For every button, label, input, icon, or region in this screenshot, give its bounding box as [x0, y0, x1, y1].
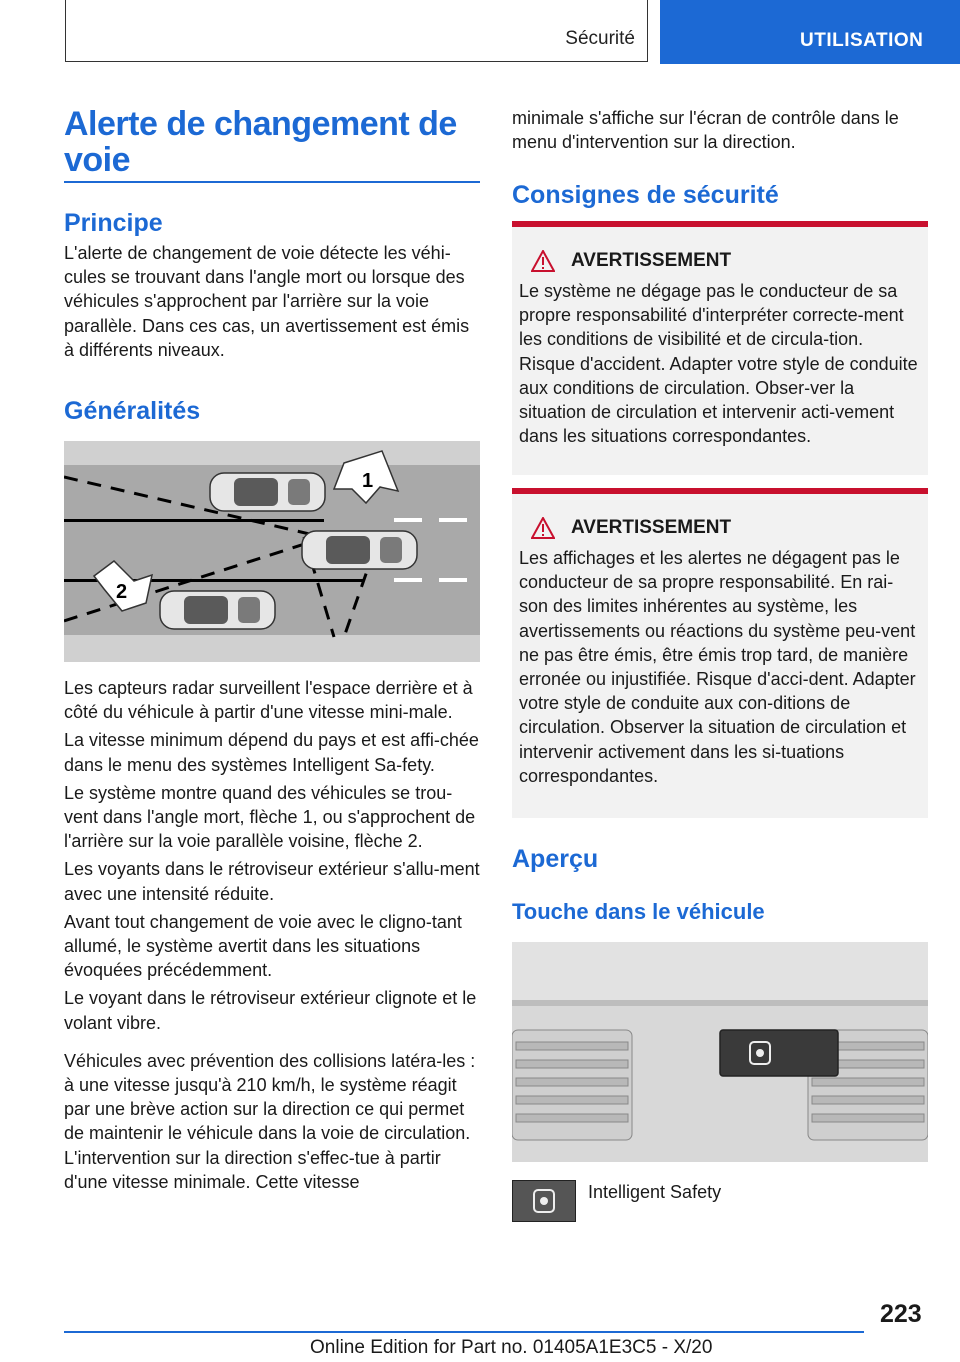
paragraph: Les capteurs radar surveillent l'espace derrière et à côté du véhicule à partir d'une vitesse mini-male. [64, 678, 473, 723]
header-chapter-tab [660, 0, 960, 64]
header-section-tab [65, 0, 648, 62]
dashboard-illustration [512, 942, 928, 1162]
page-title: Alerte de changement de voie [64, 105, 457, 179]
consignes-heading: Consignes de sécurité [512, 181, 779, 209]
car-top [210, 473, 325, 511]
car-middle [302, 531, 417, 569]
apercu-heading: Aperçu [512, 845, 599, 873]
paragraph: Le système montre quand des véhicules se trou-vent dans l'angle mort, flèche 1, ou s'approchent de l'arrière sur la voie parallèle voisine, flèche 2. [64, 782, 476, 852]
paragraph: Le voyant dans le rétroviseur extérieur clignote et le volant vibre. [64, 988, 477, 1033]
lane-change-figure [64, 441, 480, 662]
intelligent-safety-icon [513, 1181, 575, 1221]
lane-change-illustration [64, 441, 480, 662]
svg-text:1: 1 [362, 470, 374, 492]
principe-heading: Principe [64, 209, 163, 237]
svg-text:2: 2 [116, 581, 128, 603]
paragraph: La vitesse minimum dépend du pays et est affi-chée dans le menu des systèmes Intelligent Sa-fety. [64, 730, 479, 775]
intelligent-safety-label: Intelligent Safety [588, 1182, 722, 1202]
warning-triangle-icon [531, 517, 555, 539]
dashboard-figure [512, 942, 928, 1162]
warning-triangle-icon [531, 250, 555, 272]
header-chapter-label: UTILISATION [800, 30, 924, 51]
warning-box [512, 221, 928, 475]
warning-title: AVERTISSEMENT [519, 249, 920, 273]
principe-text: L'alerte de changement de voie détecte les véhi-cules se trouvant dans l'angle mort ou lorsque des véhicules s'approchent par l'arrière sur la voie parallèle. Dans ces cas, un avertissement est émis à différents niveaux. [64, 243, 470, 360]
car-bottom [160, 591, 275, 629]
page-number: 223 [880, 1300, 922, 1328]
intelligent-safety-button-image [512, 1180, 576, 1222]
warning-title: AVERTISSEMENT [519, 516, 920, 540]
warning-text: Les affichages et les alertes ne dégagent pas le conducteur de sa propre responsabilité. En rai-son des limites inhérentes au système, les avertissements ou réactions du système peu-vent ne pas être émis, être émis trop tard, de manière erronée ou injustifiée. Risque d'acci-dent. Adapter votre style de conduite aux con-ditions de circulation. Observer la situation de circulation et intervenir activement dans les si-tuations correspondantes. [519, 548, 916, 786]
warning-text: Le système ne dégage pas le conducteur de sa propre responsabilité d'interpréter correcte-ment les conditions de visibilité et de circula-tion. Risque d'accident. Adapter votre style de conduite aux conditions de circulation. Obser-ver la situation de circulation et intervenir acti-vement dans les situations correspondantes. [519, 281, 918, 447]
edition-info: Online Edition for Part no. 01405A1E3C5 - X/20 [310, 1337, 713, 1358]
footer-rule [64, 1331, 864, 1333]
continuation-text: minimale s'affiche sur l'écran de contrôle dans le menu d'intervention sur la direction. [512, 108, 899, 153]
warning-box [512, 488, 928, 818]
title-underline [64, 181, 480, 183]
header-section-label: Sécurité [565, 28, 635, 49]
paragraph: Véhicules avec prévention des collisions latéra-les : à une vitesse jusqu'à 210 km/h, le système réagit par une brève action sur la direction ce qui permet de maintenir le véhicule dans la voie de circulation. L'intervention sur la direction s'effec-tue à partir d'une vitesse minimale. Cette vitesse [64, 1050, 476, 1192]
touche-heading: Touche dans le véhicule [512, 899, 765, 924]
paragraph: Les voyants dans le rétroviseur extérieur s'allu-ment avec une intensité réduite. [64, 859, 480, 904]
generalites-body [64, 676, 480, 1194]
paragraph: Avant tout changement de voie avec le cligno-tant allumé, le système avertit dans les situations évoquées précédemment. [64, 911, 462, 981]
generalites-heading: Généralités [64, 397, 201, 425]
